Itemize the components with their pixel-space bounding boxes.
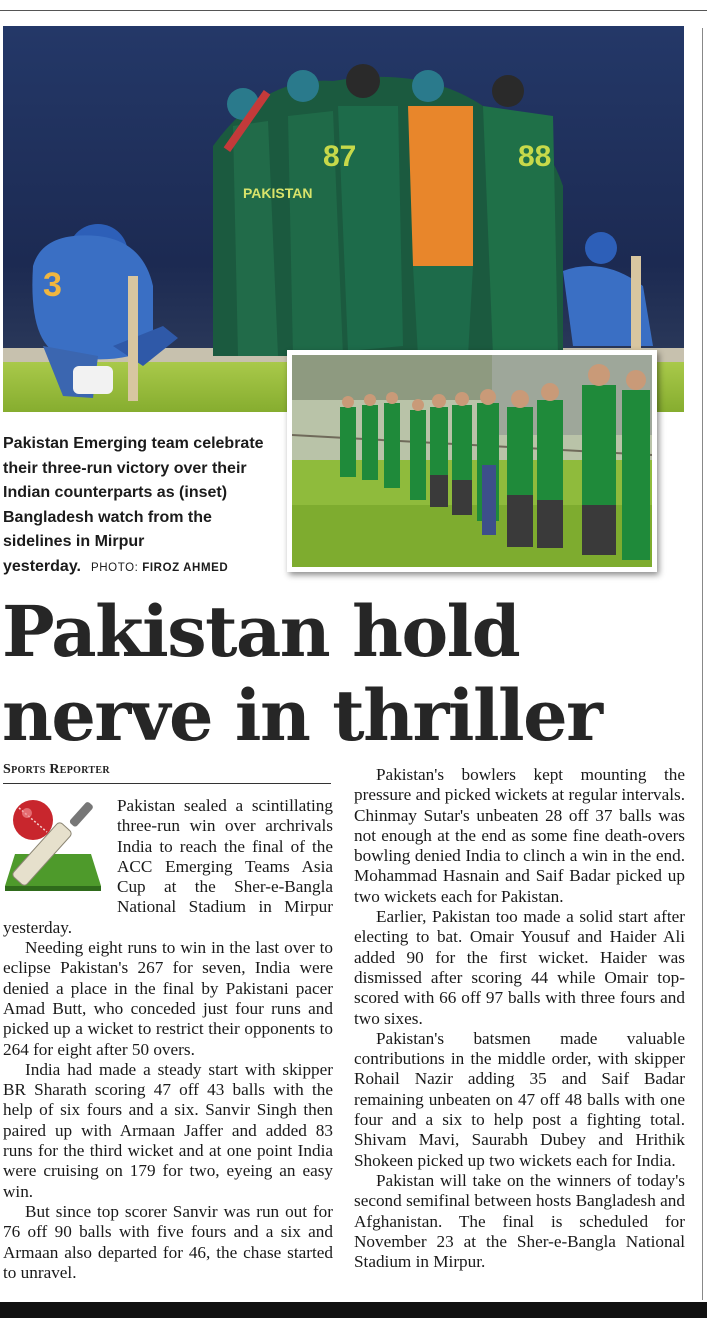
paragraph: Pakistan will take on the winners of today's second semifinal between hosts Bangladesh and Afghanistan. The final is scheduled for November 23 at the Sher-e-Bangla National Stadium in Mirpur.: [354, 1170, 685, 1272]
paragraph: Pakistan's batsmen made valuable contributions in the middle order, with skipper Rohail Nazir adding 35 and Saif Badar remaining unbeaten on 47 off 48 balls with one four and a six to help post a fighting total. Shivam Mavi, Saurabh Dubey and Hrithik Shokeen picked up two wickets each for India.: [354, 1028, 685, 1170]
paragraph-text: Pakistan sealed a scintillating three-run win over archrivals India to reach the final of the ACC Emerging Teams Asia Cup at the Sher-e-Bangla National Stadium in Mirpur yesterday.: [3, 796, 333, 937]
paragraph: [3, 796, 333, 938]
paragraph: Needing eight runs to win in the last over to eclipse Pakistan's 267 for seven, India were denied a place in the final by Pakistani pacer Amad Butt, who conceded just four runs and picked up a wicket to restrict their opponents to 264 for eight after 50 overs.: [3, 938, 333, 1059]
byline: Sports Reporter: [3, 762, 331, 784]
inset-photo: [287, 350, 657, 572]
svg-text:87: 87: [323, 140, 357, 173]
article-right-column: [354, 765, 685, 1272]
paragraph: Earlier, Pakistan too made a solid start after electing to bat. Omair Yousuf and Haider Ali added 90 for the first wicket. Haider was dismissed after scoring 44 while Omair top-scored with 66 off 97 balls with three fours and two sixes.: [354, 907, 685, 1028]
paragraph: India had made a steady start with skipper BR Sharath scoring 47 off 43 balls with the help of six fours and a six. Sanvir Singh then paired up with Armaan Jaffer and added 83 runs for the third wicket and at one point India were cruising on 179 for two, eyeing an easy win.: [3, 1059, 333, 1201]
bangladesh-sideline-photo: [292, 355, 652, 567]
caption-text: Pakistan Emerging team celebrate their three-run victory over their Indian counterparts as (inset) Bangladesh watch from the sidelines in Mirpur yesterday.: [3, 435, 264, 575]
headline: Pakistan hold nerve in thriller: [2, 590, 602, 757]
photo-credit: [91, 562, 228, 574]
svg-text:88: 88: [518, 140, 552, 173]
svg-text:PAKISTAN: PAKISTAN: [243, 185, 313, 201]
page-bottom-bar: [0, 1302, 707, 1318]
column-divider-rule: [702, 28, 703, 1300]
photo-credit-label: PHOTO:: [90, 561, 139, 574]
svg-text:3: 3: [43, 266, 62, 304]
paragraph: Pakistan's bowlers kept mounting the pressure and picked wickets at regular intervals. Chinmay Sutar's unbeaten 28 off 37 balls was not enough at the end as some fine death-overs bowling denied India to clinch a win in the end. Mohammad Hasnain and Saif Badar picked up two wickets each for Pakistan.: [354, 765, 685, 906]
photo-credit-name: FIROZ AHMED: [142, 561, 229, 574]
paragraph: But since top scorer Sanvir was run out for 76 off 90 balls with five fours and a six and Armaan also departed for 46, the chase started to unravel.: [3, 1201, 333, 1282]
top-rule: [0, 10, 707, 11]
photo-caption: [3, 432, 271, 580]
cricket-ball-bat-icon: [3, 798, 113, 898]
article-left-column: [3, 796, 333, 1283]
